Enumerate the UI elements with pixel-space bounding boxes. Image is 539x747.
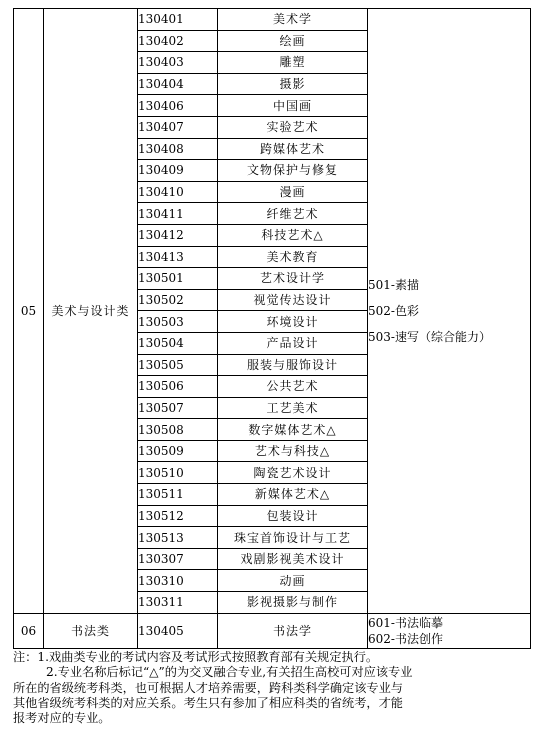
major-code: 130310 xyxy=(138,570,218,592)
major-code: 130408 xyxy=(138,138,218,160)
major-code: 130501 xyxy=(138,268,218,290)
major-code: 130511 xyxy=(138,484,218,506)
exam-subject: 602-书法创作 xyxy=(368,631,443,646)
major-code: 130512 xyxy=(138,505,218,527)
major-name: 视觉传达设计 xyxy=(218,289,368,311)
note-line: 2.专业名称后标记“△”的为交叉融合专业,有关招生高校可对应该专业 xyxy=(46,665,413,680)
major-code: 130410 xyxy=(138,181,218,203)
major-code: 130311 xyxy=(138,592,218,614)
major-code: 130506 xyxy=(138,376,218,398)
major-code: 130401 xyxy=(138,9,218,31)
major-name: 包装设计 xyxy=(218,505,368,527)
major-code: 130404 xyxy=(138,73,218,95)
major-name: 服装与服饰设计 xyxy=(218,354,368,376)
art-design-section xyxy=(14,9,531,614)
major-name: 工艺美术 xyxy=(218,397,368,419)
major-code: 130502 xyxy=(138,289,218,311)
major-code: 130412 xyxy=(138,224,218,246)
exam-subject: 601-书法临摹 xyxy=(368,615,443,630)
major-name: 动画 xyxy=(218,570,368,592)
major-name: 纤维艺术 xyxy=(218,203,368,225)
major-code: 130403 xyxy=(138,52,218,74)
note-line: 所在的省级统考科类，也可根据人才培养需要，跨科类科学确定该专业与 xyxy=(13,680,403,695)
major-code: 130402 xyxy=(138,30,218,52)
major-name: 漫画 xyxy=(218,181,368,203)
major-name: 绘画 xyxy=(218,30,368,52)
major-name: 实验艺术 xyxy=(218,116,368,138)
major-name: 美术学 xyxy=(218,9,368,31)
major-name: 环境设计 xyxy=(218,311,368,333)
major-name: 雕塑 xyxy=(218,52,368,74)
major-name: 数字媒体艺术△ xyxy=(218,419,368,441)
major-code: 130409 xyxy=(138,160,218,182)
major-name: 戏剧影视美术设计 xyxy=(218,548,368,570)
category-name: 美术与设计类 xyxy=(44,9,138,614)
major-code: 130510 xyxy=(138,462,218,484)
major-name: 艺术设计学 xyxy=(218,268,368,290)
major-code: 130505 xyxy=(138,354,218,376)
major-code: 130509 xyxy=(138,440,218,462)
calligraphy-section xyxy=(14,613,531,648)
note-line: 报考对应的专业。 xyxy=(13,711,111,726)
major-code: 130413 xyxy=(138,246,218,268)
exam-subject: 503-速写（综合能力） xyxy=(368,329,491,344)
exam-subjects xyxy=(368,9,531,614)
major-name: 陶瓷艺术设计 xyxy=(218,462,368,484)
major-name: 珠宝首饰设计与工艺 xyxy=(218,527,368,549)
major-code: 130307 xyxy=(138,548,218,570)
major-name: 新媒体艺术△ xyxy=(218,484,368,506)
major-name: 科技艺术△ xyxy=(218,224,368,246)
major-category-table xyxy=(13,8,531,649)
note-line: 注：1.戏曲类专业的考试内容及考试形式按照教育部有关规定执行。 xyxy=(13,650,379,664)
major-code: 130504 xyxy=(138,332,218,354)
table-row xyxy=(14,613,531,648)
major-name: 美术教育 xyxy=(218,246,368,268)
major-name: 中国画 xyxy=(218,95,368,117)
major-code: 130411 xyxy=(138,203,218,225)
category-name: 书法类 xyxy=(44,613,138,648)
major-name: 文物保护与修复 xyxy=(218,160,368,182)
major-name: 艺术与科技△ xyxy=(218,440,368,462)
category-number: 05 xyxy=(14,9,44,614)
major-code: 130405 xyxy=(138,613,218,648)
footnotes xyxy=(13,650,530,726)
major-code: 130513 xyxy=(138,527,218,549)
major-code: 130507 xyxy=(138,397,218,419)
category-number: 06 xyxy=(14,613,44,648)
major-name: 影视摄影与制作 xyxy=(218,592,368,614)
exam-subject: 502-色彩 xyxy=(368,303,419,318)
exam-subjects xyxy=(368,613,531,648)
major-name: 书法学 xyxy=(218,613,368,648)
table-row xyxy=(14,9,531,31)
major-code: 130503 xyxy=(138,311,218,333)
major-code: 130508 xyxy=(138,419,218,441)
major-code: 130406 xyxy=(138,95,218,117)
exam-subject: 501-素描 xyxy=(368,277,419,292)
major-name: 公共艺术 xyxy=(218,376,368,398)
major-name: 产品设计 xyxy=(218,332,368,354)
major-code: 130407 xyxy=(138,116,218,138)
major-name: 跨媒体艺术 xyxy=(218,138,368,160)
note-line: 其他省级统考科类的对应关系。考生只有参加了相应科类的省统考，才能 xyxy=(13,695,403,710)
major-name: 摄影 xyxy=(218,73,368,95)
